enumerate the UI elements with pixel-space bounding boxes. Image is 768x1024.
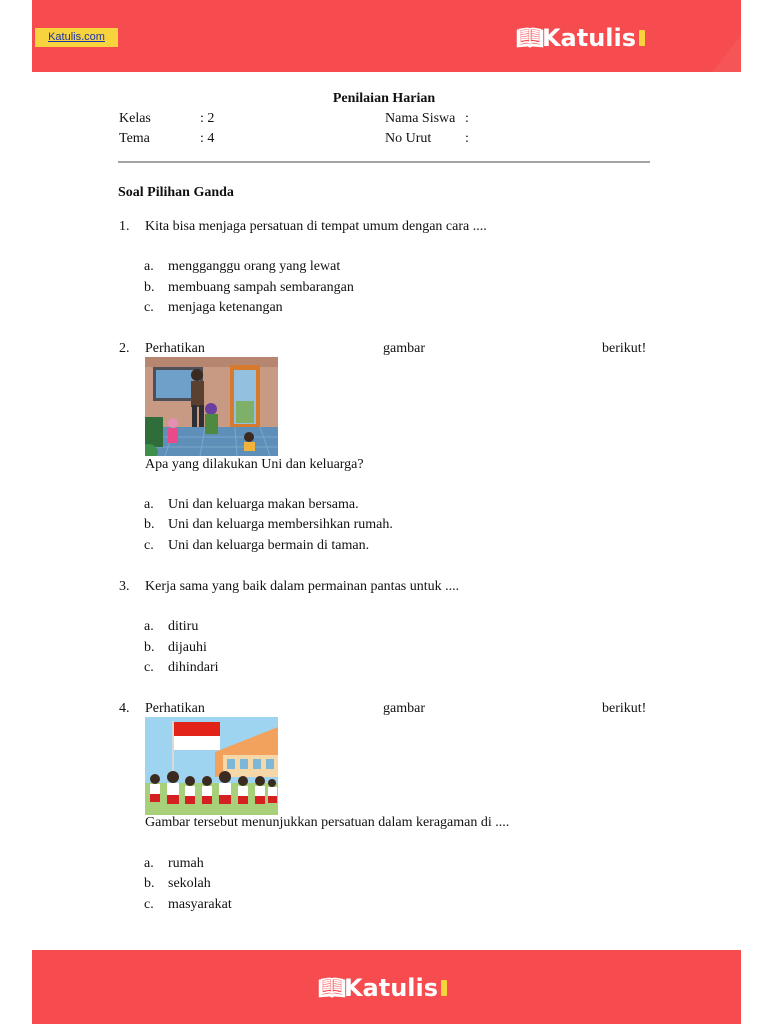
question-text: Gambar tersebut menunjukkan persatuan dalam keragaman di .... bbox=[145, 815, 510, 830]
option-letter: c. bbox=[144, 897, 154, 912]
option-letter: a. bbox=[144, 497, 154, 512]
question-number: 3. bbox=[119, 579, 130, 594]
question-text-part: Perhatikan bbox=[145, 341, 205, 356]
question-text: Kita bisa menjaga persatuan di tempat umum dengan cara .... bbox=[145, 219, 487, 234]
option-letter: b. bbox=[144, 517, 155, 532]
option-text: sekolah bbox=[168, 876, 211, 891]
tema-label: Tema bbox=[119, 131, 150, 146]
kelas-label: Kelas bbox=[119, 111, 151, 126]
question-text-part: gambar bbox=[383, 701, 425, 716]
no-urut-value: : bbox=[465, 131, 469, 146]
option-letter: a. bbox=[144, 856, 154, 871]
logo-badge bbox=[639, 30, 645, 46]
option-letter: b. bbox=[144, 640, 155, 655]
option-letter: c. bbox=[144, 300, 154, 315]
header-corner bbox=[741, 0, 768, 72]
site-link[interactable] bbox=[35, 28, 118, 47]
no-urut-label: No Urut bbox=[385, 131, 432, 146]
question-text: Kerja sama yang baik dalam permainan pantas untuk .... bbox=[145, 579, 460, 594]
question-text-part: berikut! bbox=[602, 701, 647, 716]
option-letter: b. bbox=[144, 876, 155, 891]
option-letter: b. bbox=[144, 280, 155, 295]
kelas-value: : 2 bbox=[200, 111, 215, 126]
option-text: membuang sampah sembarangan bbox=[168, 280, 354, 295]
nama-siswa-value: : bbox=[465, 111, 469, 126]
footer-logo bbox=[318, 974, 447, 1002]
page-title: Penilaian Harian bbox=[332, 91, 436, 106]
family-cleaning-house-image bbox=[145, 357, 278, 456]
question-text-part: gambar bbox=[383, 341, 425, 356]
nama-siswa-label: Nama Siswa bbox=[385, 111, 456, 126]
divider bbox=[118, 161, 650, 163]
brand-logo bbox=[516, 24, 645, 52]
option-text: dihindari bbox=[168, 660, 219, 675]
option-letter: c. bbox=[144, 660, 154, 675]
tema-value: : 4 bbox=[200, 131, 215, 146]
option-letter: a. bbox=[144, 259, 154, 274]
book-icon: 📖︎ bbox=[516, 25, 541, 51]
logo-badge bbox=[441, 980, 447, 996]
footer-brand-name: Katulis bbox=[343, 974, 439, 1002]
question-number: 2. bbox=[119, 341, 130, 356]
question-number: 1. bbox=[119, 219, 130, 234]
flag-ceremony-image bbox=[145, 717, 278, 815]
option-text: Uni dan keluarga makan bersama. bbox=[168, 497, 359, 512]
question-text: Apa yang dilakukan Uni dan keluarga? bbox=[145, 457, 364, 472]
option-text: masyarakat bbox=[168, 897, 232, 912]
question-text-part: Perhatikan bbox=[145, 701, 205, 716]
section-title: Soal Pilihan Ganda bbox=[118, 185, 234, 200]
option-text: rumah bbox=[168, 856, 204, 871]
book-icon: 📖︎ bbox=[318, 975, 343, 1001]
site-link-text[interactable]: Katulis.com bbox=[48, 31, 105, 43]
brand-name: Katulis bbox=[541, 24, 637, 52]
option-letter: c. bbox=[144, 538, 154, 553]
option-text: menjaga ketenangan bbox=[168, 300, 283, 315]
option-letter: a. bbox=[144, 619, 154, 634]
question-text-part: berikut! bbox=[602, 341, 647, 356]
option-text: Uni dan keluarga bermain di taman. bbox=[168, 538, 370, 553]
option-text: ditiru bbox=[168, 619, 199, 634]
option-text: Uni dan keluarga membersihkan rumah. bbox=[168, 517, 393, 532]
option-text: mengganggu orang yang lewat bbox=[168, 259, 341, 274]
option-text: dijauhi bbox=[168, 640, 207, 655]
question-number: 4. bbox=[119, 701, 130, 716]
